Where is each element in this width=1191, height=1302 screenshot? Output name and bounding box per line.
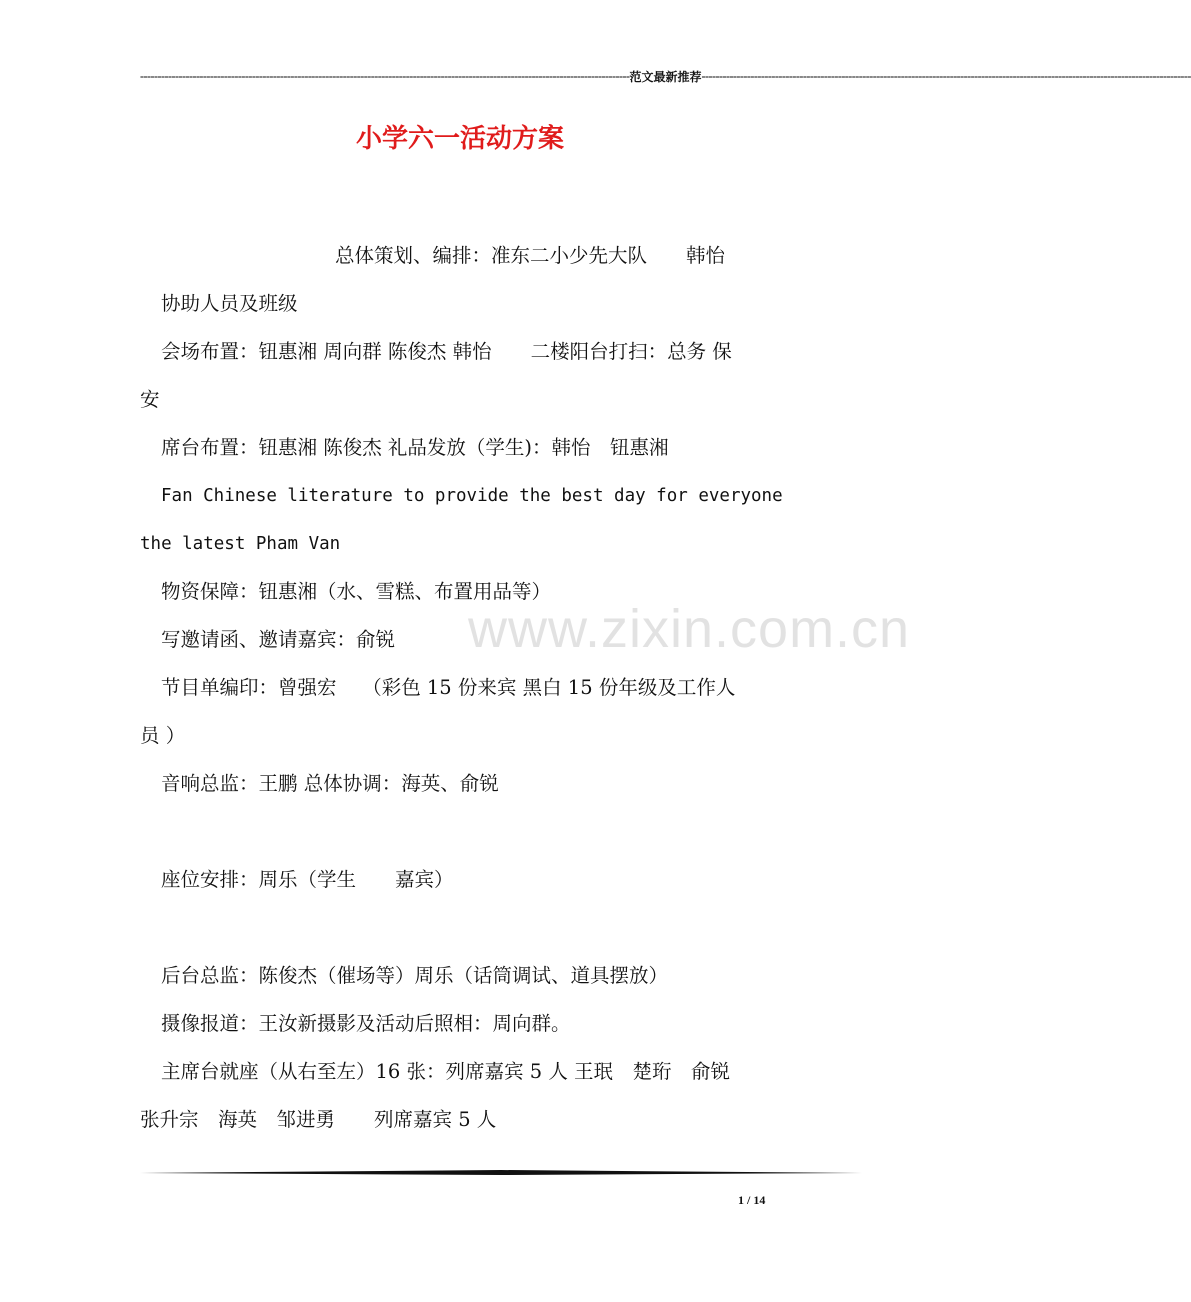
venue-setup-line: 会场布置：钮惠湘 周向群 陈俊杰 韩怡 二楼阳台打扫：总务 保 xyxy=(161,340,732,363)
page-header xyxy=(140,68,1191,85)
document-body xyxy=(140,232,785,1144)
photography-line: 摄像报道：王汝新摄影及活动后照相：周向群。 xyxy=(161,1012,571,1035)
header-label: 范文最新推荐 xyxy=(629,70,702,84)
english-line-cont: the latest Pham Van xyxy=(140,534,341,554)
seating-line: 座位安排：周乐（学生 嘉宾） xyxy=(161,868,454,891)
page-number: 1 / 14 xyxy=(738,1193,766,1207)
spacer xyxy=(140,808,785,856)
assistants-heading: 协助人员及班级 xyxy=(161,292,298,315)
watermark: www.zixin.com.cn xyxy=(468,599,911,659)
spacer xyxy=(140,904,785,952)
venue-setup-line-cont: 安 xyxy=(140,388,160,411)
audio-line: 音响总监：王鹏 总体协调：海英、俞锐 xyxy=(161,772,499,795)
program-print-line: 节目单编印：曾强宏 （彩色 15 份来宾 黑白 15 份年级及工作人 xyxy=(161,676,736,699)
rostrum-line-cont: 张升宗 海英 邹进勇 列席嘉宾 5 人 xyxy=(140,1108,497,1131)
planner-line: 总体策划、编排：准东二小少先大队 韩怡 xyxy=(335,244,726,267)
program-print-line-cont: 员 ） xyxy=(140,724,186,747)
supplies-line: 物资保障：钮惠湘（水、雪糕、布置用品等） xyxy=(161,580,552,603)
stage-setup-line: 席台布置：钮惠湘 陈俊杰 礼品发放（学生)：韩怡 钮惠湘 xyxy=(161,436,669,459)
rostrum-line: 主席台就座（从右至左）16 张：列席嘉宾 5 人 王珉 楚珩 俞锐 xyxy=(161,1060,731,1083)
backstage-line: 后台总监：陈俊杰（催场等）周乐（话筒调试、道具摆放） xyxy=(161,964,669,987)
footer-rule xyxy=(140,1170,862,1175)
header-dash-right: -------------------------------------------------------------------------------------------------------------------------------------------- xyxy=(701,69,1191,83)
header-dash-left: -------------------------------------------------------------------------------------------------------------------------------------------- xyxy=(140,69,630,83)
document-title: 小学六一活动方案 xyxy=(355,124,564,154)
invitation-line: 写邀请函、邀请嘉宾：俞锐 xyxy=(161,628,396,651)
english-line: Fan Chinese literature to provide the best day for everyone xyxy=(161,486,783,506)
